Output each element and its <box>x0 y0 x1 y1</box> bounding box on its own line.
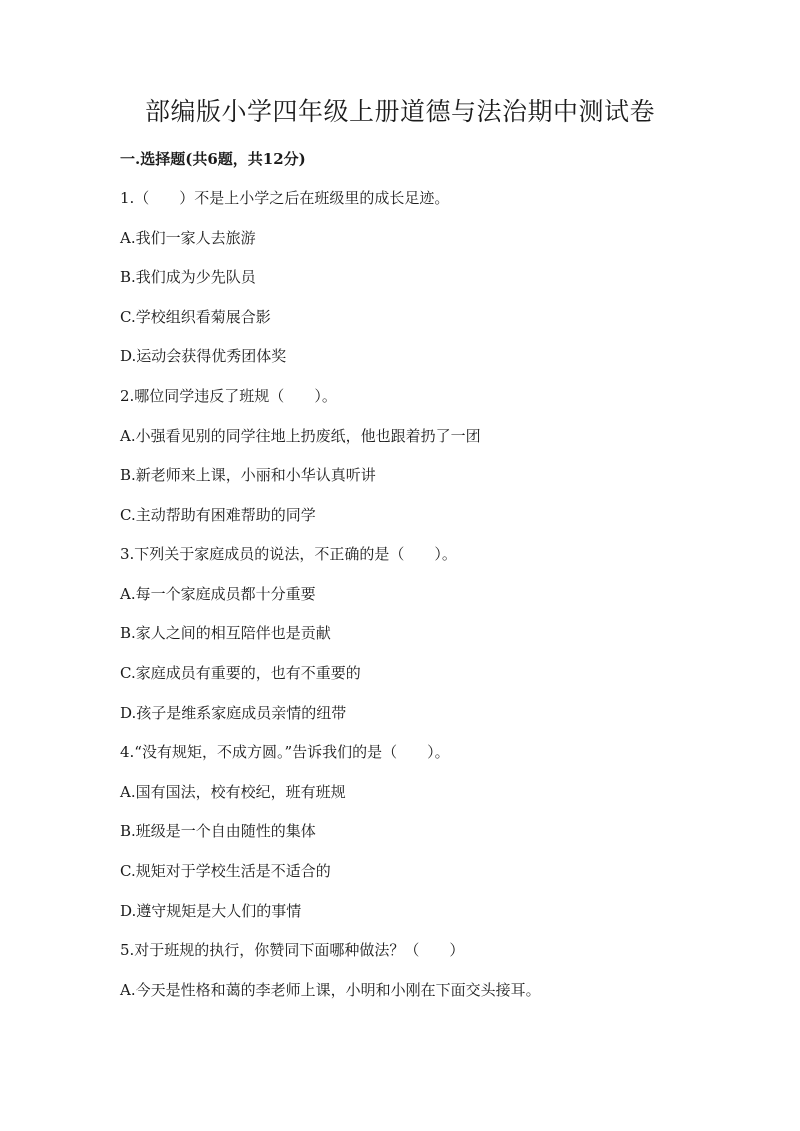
question-5-option-a: A.今天是性格和蔼的李老师上课，小明和小刚在下面交头接耳。 <box>120 981 541 999</box>
question-3-option-b: B.家人之间的相互陪伴也是贡献 <box>120 624 331 642</box>
question-1-option-b: B.我们成为少先队员 <box>120 268 256 286</box>
question-3-option-d: D.孩子是维系家庭成员亲情的纽带 <box>120 704 347 722</box>
page-title: 部编版小学四年级上册道德与法治期中测试卷 <box>144 97 655 126</box>
question-1-option-a: A.我们一家人去旅游 <box>120 229 256 247</box>
question-3-option-a: A.每一个家庭成员都十分重要 <box>120 585 316 603</box>
section-heading: 一.选择题(共6题，共12分) <box>120 150 306 168</box>
question-4-option-b: B.班级是一个自由随性的集体 <box>120 822 316 840</box>
question-4-option-d: D.遵守规矩是大人们的事情 <box>120 902 302 920</box>
question-3-option-c: C.家庭成员有重要的，也有不重要的 <box>120 664 361 682</box>
question-4-stem: 4.“没有规矩，不成方圆。”告诉我们的是（ ）。 <box>120 743 450 761</box>
question-5-stem: 5.对于班规的执行，你赞同下面哪种做法？（ ） <box>120 941 465 959</box>
question-4-option-a: A.国有国法，校有校纪，班有班规 <box>120 783 346 801</box>
question-2-option-b: B.新老师来上课，小丽和小华认真听讲 <box>120 466 376 484</box>
question-4-option-c: C.规矩对于学校生活是不适合的 <box>120 862 331 880</box>
question-1-option-c: C.学校组织看菊展合影 <box>120 308 271 326</box>
question-2-option-c: C.主动帮助有困难帮助的同学 <box>120 506 316 524</box>
question-2-option-a: A.小强看见别的同学往地上扔废纸，他也跟着扔了一团 <box>120 427 481 445</box>
question-2-stem: 2.哪位同学违反了班规（ ）。 <box>120 387 337 405</box>
question-1-option-d: D.运动会获得优秀团体奖 <box>120 347 287 365</box>
question-3-stem: 3.下列关于家庭成员的说法，不正确的是（ ）。 <box>120 545 457 563</box>
question-1-stem: 1.（ ）不是上小学之后在班级里的成长足迹。 <box>120 189 450 207</box>
